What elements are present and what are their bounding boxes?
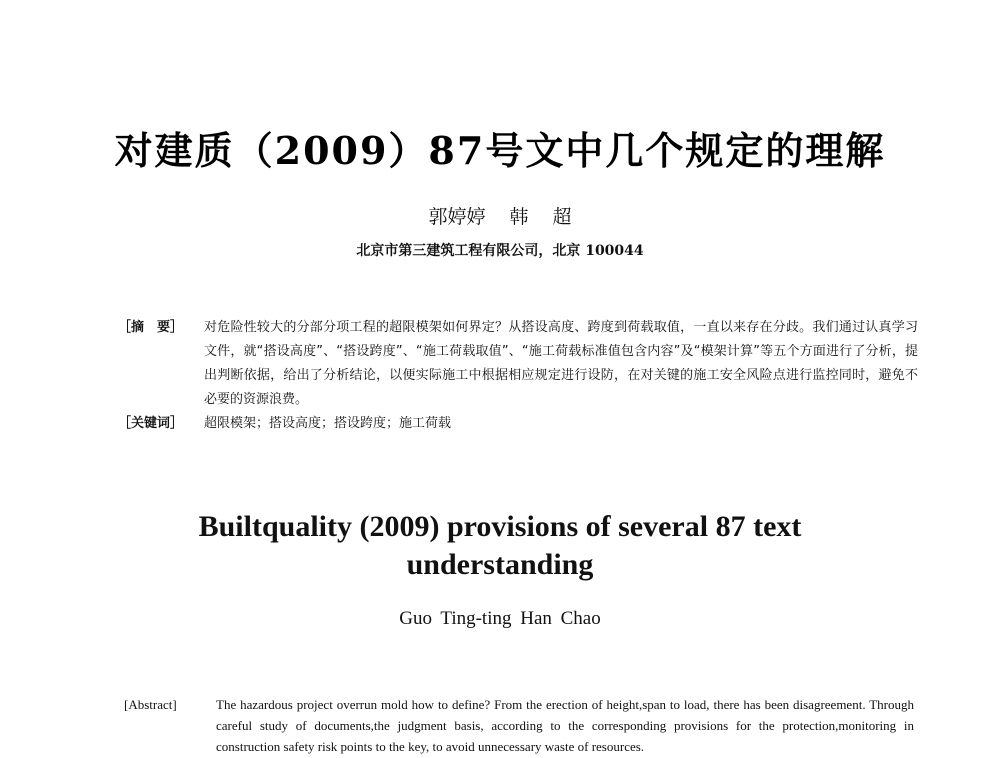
english-title-line2: understanding — [406, 548, 594, 581]
english-abstract-block — [124, 694, 914, 757]
chinese-keywords-row — [118, 412, 918, 436]
chinese-title: 对建质（2009）87号文中几个规定的理解 — [114, 128, 886, 173]
chinese-abstract-label: ［摘 要］ — [118, 320, 184, 335]
chinese-abstract-row — [118, 316, 918, 412]
chinese-keywords-text: 超限模架；搭设高度；搭设跨度；施工荷载 — [204, 416, 452, 431]
english-title — [0, 508, 1000, 584]
english-abstract-text: The hazardous project overrun mold how to define? From the erection of height,span to load, there has been disagreement. Through careful study of documents,the judgment basis, according to the corresponding provisions for the protection,monitoring in construction safety risk points to the key, to avoid unnecessary waste of resources. — [216, 697, 914, 754]
chinese-authors: 郭婷婷 韩 超 — [428, 206, 572, 228]
chinese-affiliation: 北京市第三建筑工程有限公司，北京 100044 — [356, 243, 644, 259]
chinese-abstract-block — [118, 316, 918, 436]
chinese-abstract-text: 对危险性较大的分部分项工程的超限模架如何界定？从搭设高度、跨度到荷载取值，一直以来存在分歧。我们通过认真学习文件，就“搭设高度”、“搭设跨度”、“施工荷载取值”、“施工荷载标准值包含内容”及“模架计算”等五个方面进行了分析，提出判断依据，给出了分析结论，以便实际施工中根据相应规定进行设防，在对关键的施工安全风险点进行监控同时，避免不必要的资源浪费。 — [204, 320, 918, 407]
english-abstract-label: [Abstract] — [124, 697, 177, 712]
english-authors: Guo Ting-ting Han Chao — [399, 608, 601, 629]
english-title-line1: Builtquality (2009) provisions of several 87 text — [198, 510, 802, 543]
chinese-keywords-label: ［关键词］ — [118, 416, 184, 431]
